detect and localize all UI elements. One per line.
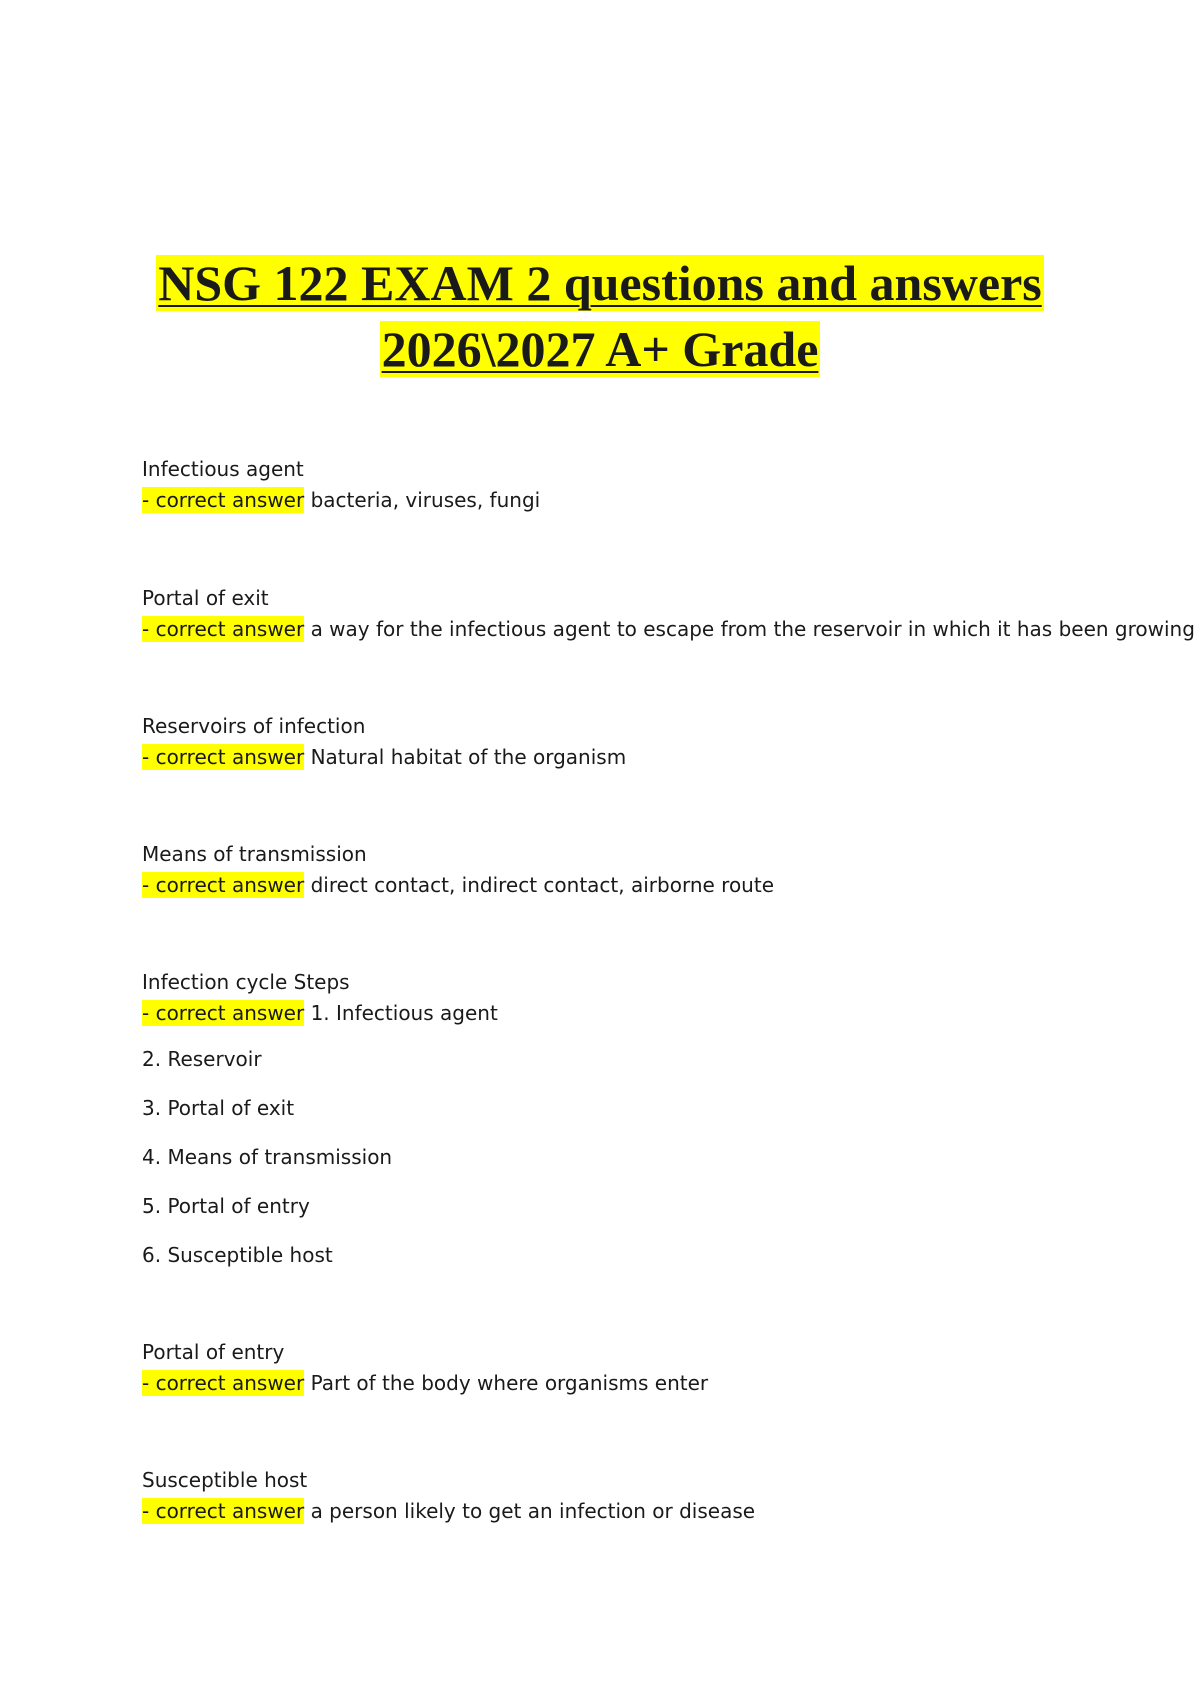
answer-text: a person likely to get an infection or disease xyxy=(310,1499,756,1523)
list-item: 2. Reservoir xyxy=(142,1047,262,1071)
question-text: Infection cycle Steps xyxy=(142,970,350,994)
list-item: 6. Susceptible host xyxy=(142,1243,333,1267)
answer-prefix: - correct answer xyxy=(142,1001,305,1025)
qa-item-portal-of-entry xyxy=(142,1338,708,1397)
answer-prefix: - correct answer xyxy=(142,873,305,897)
answer-text: bacteria, viruses, fungi xyxy=(310,488,541,512)
title-line-2: 2026\2027 A+ Grade xyxy=(381,321,819,377)
question-text: Means of transmission xyxy=(142,842,367,866)
answer-text: Natural habitat of the organism xyxy=(310,745,627,769)
answer-line xyxy=(142,615,1195,643)
list-item: 5. Portal of entry xyxy=(142,1194,310,1218)
answer-line xyxy=(142,1369,708,1397)
qa-item-infection-cycle-steps xyxy=(142,968,498,1027)
question-text: Infectious agent xyxy=(142,457,304,481)
answer-text: 1. Infectious agent xyxy=(310,1001,498,1025)
question-text: Portal of exit xyxy=(142,586,269,610)
answer-text: Part of the body where organisms enter xyxy=(310,1371,709,1395)
answer-prefix: - correct answer xyxy=(142,745,305,769)
qa-item-susceptible-host xyxy=(142,1466,755,1525)
question-text: Portal of entry xyxy=(142,1340,285,1364)
answer-prefix: - correct answer xyxy=(142,1371,305,1395)
list-item: 3. Portal of exit xyxy=(142,1096,295,1120)
answer-text: a way for the infectious agent to escape from the reservoir in which it has been growing xyxy=(310,617,1195,641)
answer-line xyxy=(142,871,774,899)
question-text: Susceptible host xyxy=(142,1468,308,1492)
qa-item-reservoirs-of-infection xyxy=(142,712,626,771)
answer-line xyxy=(142,486,540,514)
question-text: Reservoirs of infection xyxy=(142,714,366,738)
answer-prefix: - correct answer xyxy=(142,617,305,641)
title-line-1: NSG 122 EXAM 2 questions and answers xyxy=(158,255,1042,311)
answer-text: direct contact, indirect contact, airborne route xyxy=(310,873,774,897)
answer-line xyxy=(142,743,626,771)
answer-prefix: - correct answer xyxy=(142,488,305,512)
answer-line xyxy=(142,1497,755,1525)
infection-cycle-steps-list xyxy=(142,1045,392,1290)
qa-item-means-of-transmission xyxy=(142,840,774,899)
qa-item-portal-of-exit xyxy=(142,584,1195,643)
list-item: 4. Means of transmission xyxy=(142,1145,393,1169)
qa-item-infectious-agent xyxy=(142,455,540,514)
answer-line xyxy=(142,999,498,1027)
answer-prefix: - correct answer xyxy=(142,1499,305,1523)
document-title xyxy=(0,250,1200,382)
